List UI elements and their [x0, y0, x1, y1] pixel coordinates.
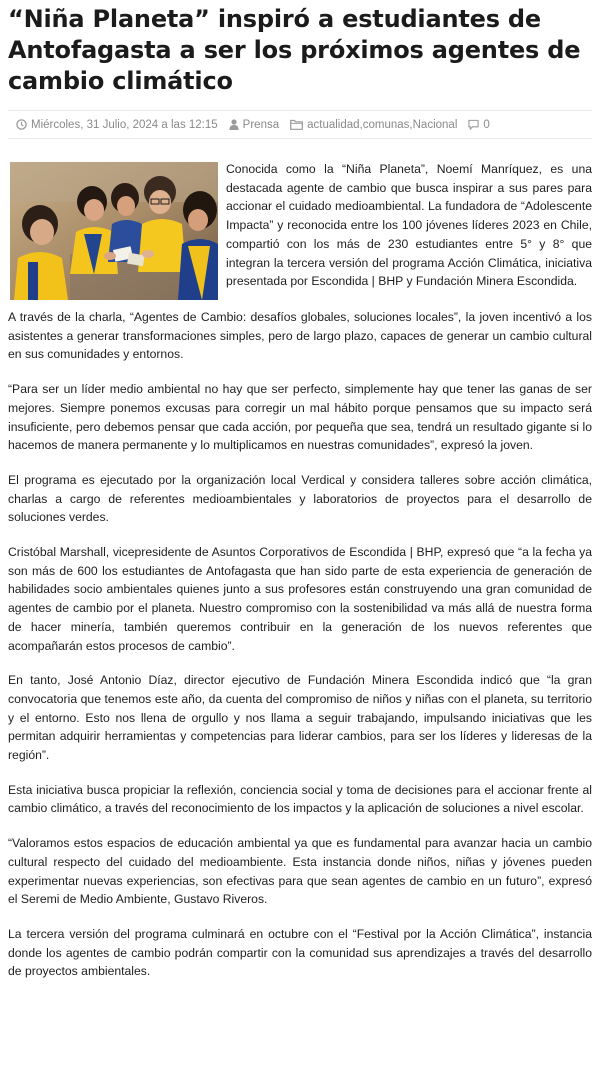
article-paragraph: En tanto, José Antonio Díaz, director ejecutivo de Fundación Minera Escondida indicó que “la gran convocatoria que tenemos este año, da cuenta del compromiso de niños y niñas con el planeta, su territorio y el entorno. Esto nos llena de orgullo y nos llama a seguir trabajando, impulsando iniciativas que les permitan adquirir herramientas y competencias para liderar cambios, para ser los líderes y lideresas de la región”.	[8, 673, 592, 763]
article-paragraph: Cristóbal Marshall, vicepresidente de Asuntos Corporativos de Escondida | BHP, expresó que “a la fecha ya son más de 600 los estudiantes de Antofagasta que han sido parte de esta experiencia de generación de habilidades socio ambientales quienes junto a sus profesores están construyendo una gran comunidad de agentes de cambio por el planeta. Nuestro compromiso con la sostenibilidad va más allá de nuestra forma de hacer minería, también queremos contribuir en la generación de los nuevos referentes que acompañarán estos procesos de cambio”.	[8, 545, 592, 653]
article-body	[8, 160, 592, 981]
article-paragraph: El programa es ejecutado por la organización local Verdical y considera talleres sobre acción climática, charlas a cargo de referentes medioambientales y laboratorios de proyectos para el desarrollo de soluciones verdes.	[8, 472, 592, 525]
article-photo	[10, 162, 218, 300]
article-paragraph: A través de la charla, “Agentes de Cambio: desafíos globales, soluciones locales”, la joven incentivó a los asistentes a generar transformaciones simples, pero de largo plazo, capaces de generar un cambio cultural en sus comunidades y entornos.	[8, 310, 592, 362]
post-author-link[interactable]: Prensa	[242, 118, 280, 131]
article-paragraph: “Para ser un líder medio ambiental no hay que ser perfecto, simplemente hay que tener las ganas de ser mejores. Siempre ponemos excusas para corregir un mal hábito porque pensamos que su impacto será insuficiente, pero debemos pensar que cada acción, por pequeña que sea, tendrá un resultado gigante si lo hacemos de manera permanente y lo multiplicamos en nuestras comunidades”, expresó la joven.	[8, 382, 592, 453]
clock-icon	[16, 119, 27, 130]
article-paragraph: La tercera versión del programa culminará en octubre con el “Festival por la Acción Climática”, instancia donde los agentes de cambio podrán compartir con la comunidad sus aprendizajes a través del desarrollo de proyectos ambientales.	[8, 926, 592, 979]
post-categories: actualidad , comunas , Nacional	[290, 119, 457, 131]
comments-count[interactable]: 0	[483, 118, 490, 131]
article-headline: “Niña Planeta” inspiró a estudiantes de Antofagasta a ser los próximos agentes de cambio climático	[8, 5, 581, 95]
category-link-comunas[interactable]: comunas	[362, 118, 410, 131]
comment-icon	[468, 119, 479, 130]
category-link-actualidad[interactable]: actualidad	[307, 118, 360, 131]
category-link-nacional[interactable]: Nacional	[412, 118, 458, 131]
post-date-text: Miércoles, 31 Julio, 2024 a las 12:15	[31, 118, 218, 131]
post-comments[interactable]	[468, 119, 489, 131]
post-meta	[8, 110, 592, 139]
article-paragraph: Esta iniciativa busca propiciar la reflexión, conciencia social y toma de decisiones para el accionar frente al cambio climático, a través del reconocimiento de los impactos y la aplicación de soluciones a nivel escolar.	[8, 782, 592, 816]
post-author[interactable]	[229, 119, 279, 131]
user-icon	[229, 119, 239, 130]
article-paragraph: Conocida como la “Niña Planeta”, Noemí Manríquez, es una destacada agente de cambio que busca inspirar a sus pares para accionar el cuidado medioambiental. La fundadora de “Adolescente Impacta” y reconocida entre los 100 jóvenes líderes 2023 en Chile, compartió con los más de 230 estudiantes entre 5° y 8° que integran la tercera versión del programa Acción Climática, iniciativa presentada por Escondida | BHP y Fundación Minera Escondida.	[226, 162, 592, 289]
folder-icon	[290, 119, 303, 130]
article-paragraph: “Valoramos estos espacios de educación ambiental ya que es fundamental para avanzar hacia un cambio cultural respecto del cuidado del medioambiente. Esta instancia donde niños, niñas y jóvenes pueden experimentar nuevas experiencias, son efectivas para que sean agentes de cambio en un futuro”, expresó el Seremi de Medio Ambiente, Gustavo Riveros.	[8, 836, 592, 907]
post-date	[16, 119, 218, 131]
